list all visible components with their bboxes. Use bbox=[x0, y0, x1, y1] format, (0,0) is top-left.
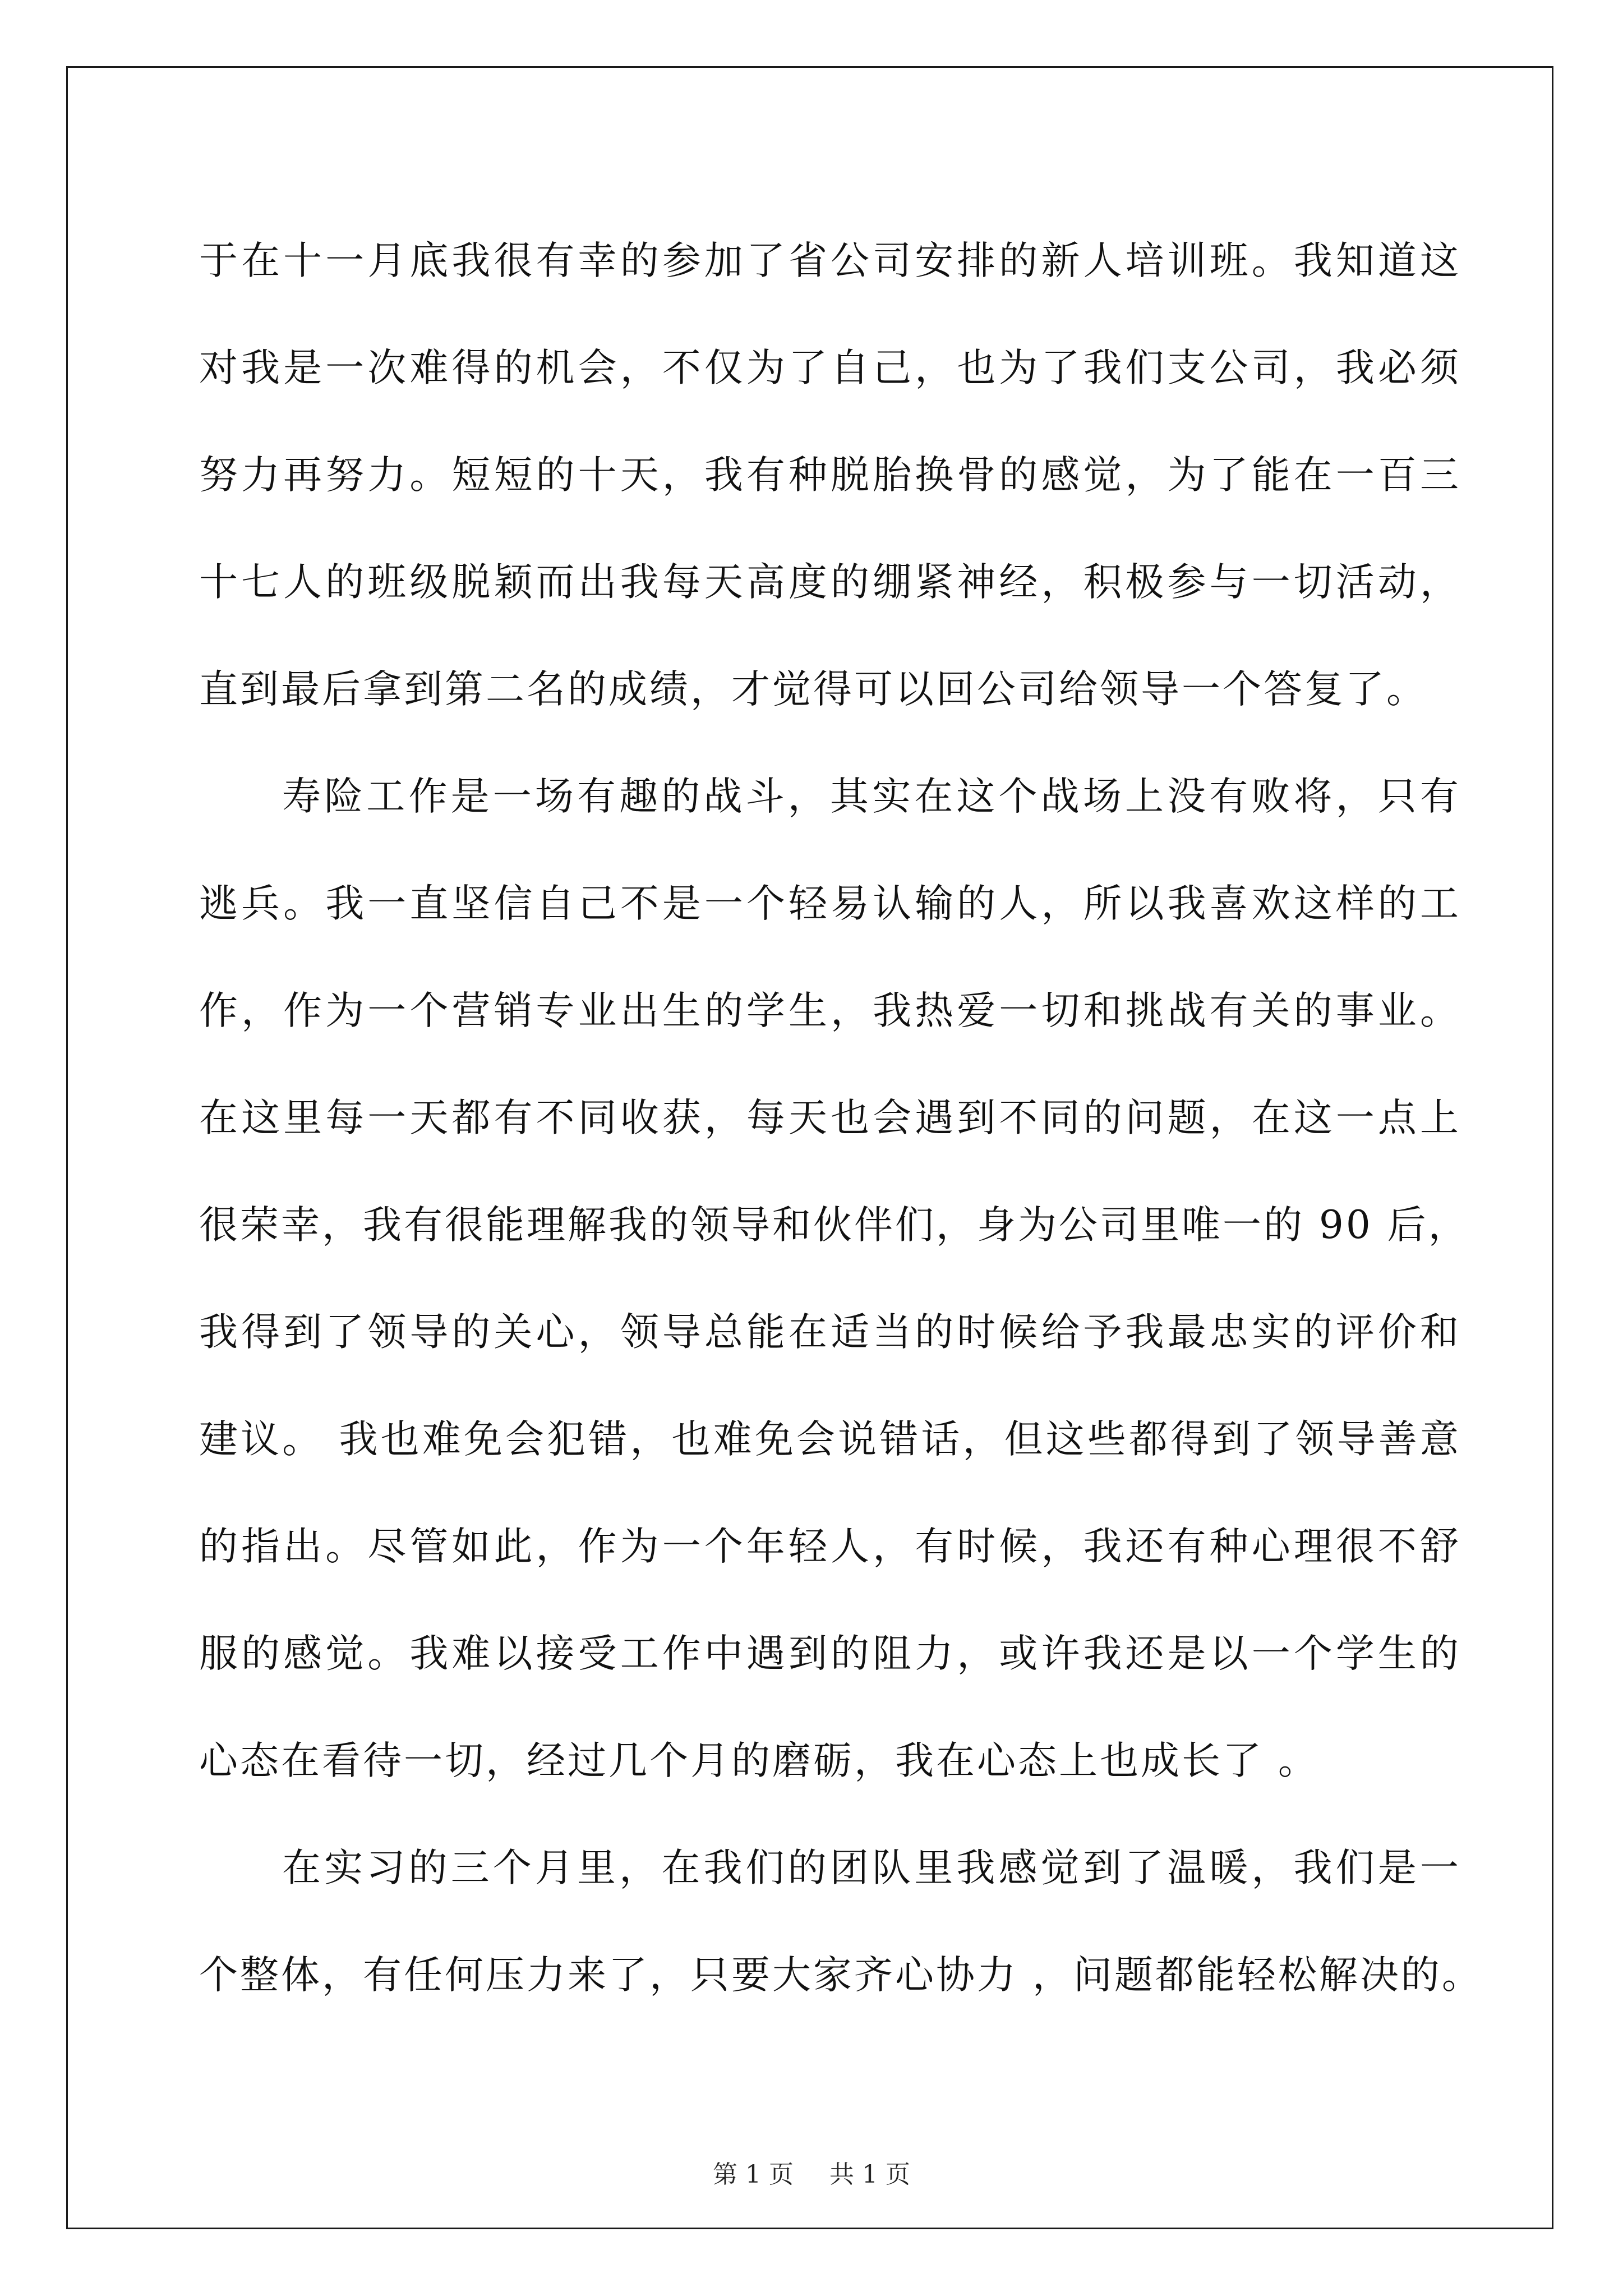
text-line: 建议。 我也难免会犯错，也难免会说错话，但这些都得到了领导善意 bbox=[199, 1417, 1461, 1462]
text-line: 心态在看待一切，经过几个月的磨砺，我在心态上也成长了 。 bbox=[199, 1738, 1319, 1783]
text-line: 努力再努力。短短的十天，我有种脱胎换骨的感觉，为了能在一百三 bbox=[199, 453, 1461, 498]
text-line: 个整体，有任何压力来了，只要大家齐心协力 ，问题都能轻松解决的。 bbox=[199, 1953, 1483, 1998]
text-line: 很荣幸，我有很能理解我的领导和伙伴们，身为公司里唯一的 90 后， bbox=[199, 1203, 1469, 1248]
text-line: 逃兵。我一直坚信自己不是一个轻易认输的人，所以我喜欢这样的工 bbox=[199, 881, 1461, 926]
text-line: 的指出。尽管如此，作为一个年轻人，有时候，我还有种心理很不舒 bbox=[199, 1524, 1461, 1569]
text-line: 寿险工作是一场有趣的战斗，其实在这个战场上没有败将，只有 bbox=[282, 774, 1461, 819]
text-line: 作，作为一个营销专业出生的学生，我热爱一切和挑战有关的事业。 bbox=[199, 988, 1461, 1033]
page-number: 第 1 页 bbox=[713, 2160, 794, 2189]
text-line: 在这里每一天都有不同收获，每天也会遇到不同的问题，在这一点上 bbox=[199, 1096, 1461, 1140]
text-line: 对我是一次难得的机会，不仅为了自己，也为了我们支公司，我必须 bbox=[199, 346, 1461, 390]
text-line: 我得到了领导的关心，领导总能在适当的时候给予我最忠实的评价和 bbox=[199, 1310, 1461, 1355]
page-footer bbox=[0, 2154, 1623, 2190]
text-line: 直到最后拿到第二名的成绩，才觉得可以回公司给领导一个答复了。 bbox=[199, 667, 1427, 712]
text-line: 于在十一月底我很有幸的参加了省公司安排的新人培训班。我知道这 bbox=[199, 238, 1461, 283]
text-line: 在实习的三个月里，在我们的团队里我感觉到了温暖，我们是一 bbox=[282, 1846, 1461, 1890]
text-line: 服的感觉。我难以接受工作中遇到的阻力，或许我还是以一个学生的 bbox=[199, 1631, 1461, 1676]
document-body bbox=[199, 208, 1483, 2029]
page-total: 共 1 页 bbox=[829, 2160, 910, 2189]
text-line: 十七人的班级脱颖而出我每天高度的绷紧神经，积极参与一切活动， bbox=[199, 560, 1461, 605]
